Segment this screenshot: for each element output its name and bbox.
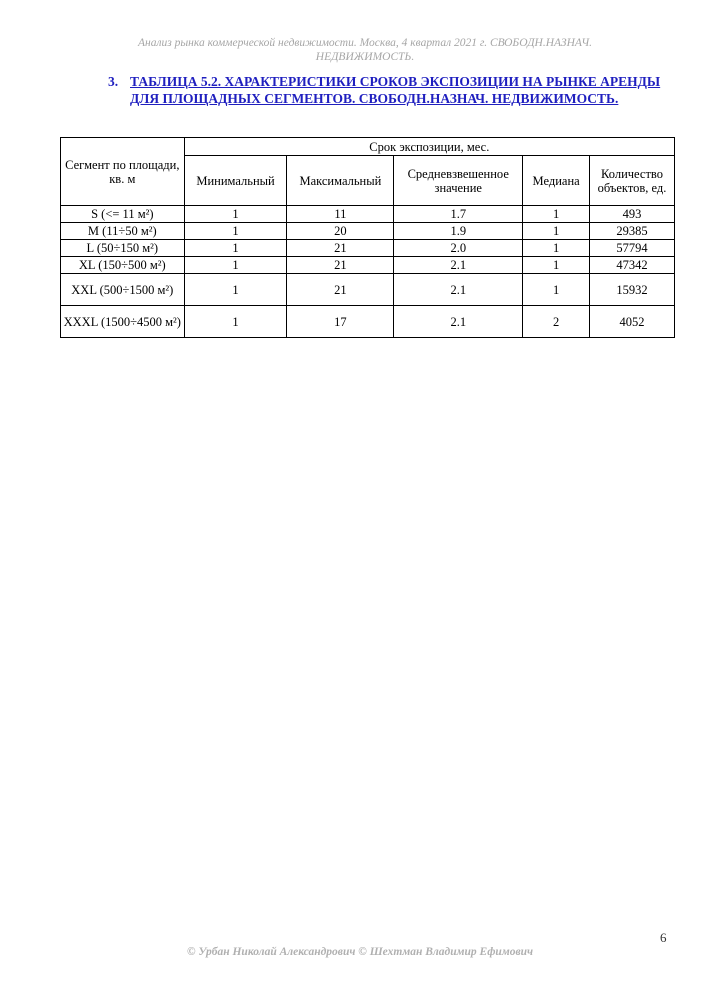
segment-cell: L (50÷150 м²)	[61, 240, 185, 257]
median-cell: 1	[523, 206, 590, 223]
median-cell: 1	[523, 257, 590, 274]
min-cell: 1	[184, 223, 287, 240]
min-cell: 1	[184, 240, 287, 257]
running-header	[95, 37, 635, 64]
table-row	[61, 223, 675, 240]
max-cell: 21	[287, 257, 394, 274]
count-cell: 4052	[590, 306, 675, 338]
table-row	[61, 274, 675, 306]
copyright-footer: © Урбан Николай Александрович © Шехтман Владимир Ефимович	[186, 946, 534, 958]
median-cell: 1	[523, 274, 590, 306]
group-header: Срок экспозиции, мес.	[184, 138, 674, 156]
exposure-table	[60, 137, 675, 338]
segment-cell: XXL (500÷1500 м²)	[61, 274, 185, 306]
avg-cell: 2.1	[394, 257, 523, 274]
max-cell: 20	[287, 223, 394, 240]
table-row	[61, 240, 675, 257]
max-cell: 21	[287, 274, 394, 306]
header-line-2: НЕДВИЖИМОСТЬ.	[315, 50, 415, 63]
count-cell: 15932	[590, 274, 675, 306]
max-cell: 11	[287, 206, 394, 223]
count-cell: 29385	[590, 223, 675, 240]
max-cell: 17	[287, 306, 394, 338]
section-number: 3.	[108, 74, 119, 89]
table-row	[61, 306, 675, 338]
column-header-min: Минимальный	[184, 156, 287, 206]
header-line-1: Анализ рынка коммерческой недвижимости. Москва, 4 квартал 2021 г. СВОБОДН.НАЗНАЧ.	[138, 37, 592, 49]
min-cell: 1	[184, 257, 287, 274]
segment-header: Сегмент по площади, кв. м	[61, 138, 185, 206]
avg-cell: 2.1	[394, 274, 523, 306]
median-cell: 1	[523, 223, 590, 240]
count-cell: 57794	[590, 240, 675, 257]
table-row	[61, 206, 675, 223]
column-header-avg: Средневзвешенное значение	[394, 156, 523, 206]
column-header-count: Количество объектов, ед.	[590, 156, 675, 206]
section-heading	[108, 73, 668, 107]
segment-cell: XXXL (1500÷4500 м²)	[61, 306, 185, 338]
min-cell: 1	[184, 274, 287, 306]
avg-cell: 1.9	[394, 223, 523, 240]
section-title: ТАБЛИЦА 5.2. ХАРАКТЕРИСТИКИ СРОКОВ ЭКСПОЗИЦИИ НА РЫНКЕ АРЕНДЫ ДЛЯ ПЛОЩАДНЫХ СЕГМЕНТОВ. СВОБОДН.НАЗНАЧ. НЕДВИЖИМОСТЬ.	[130, 74, 661, 106]
avg-cell: 2.1	[394, 306, 523, 338]
segment-cell: M (11÷50 м²)	[61, 223, 185, 240]
segment-cell: XL (150÷500 м²)	[61, 257, 185, 274]
avg-cell: 1.7	[394, 206, 523, 223]
column-header-median: Медиана	[523, 156, 590, 206]
median-cell: 2	[523, 306, 590, 338]
min-cell: 1	[184, 306, 287, 338]
avg-cell: 2.0	[394, 240, 523, 257]
count-cell: 47342	[590, 257, 675, 274]
page-number: 6	[660, 930, 667, 945]
median-cell: 1	[523, 240, 590, 257]
column-header-max: Максимальный	[287, 156, 394, 206]
min-cell: 1	[184, 206, 287, 223]
max-cell: 21	[287, 240, 394, 257]
segment-cell: S (<= 11 м²)	[61, 206, 185, 223]
table-row	[61, 257, 675, 274]
count-cell: 493	[590, 206, 675, 223]
